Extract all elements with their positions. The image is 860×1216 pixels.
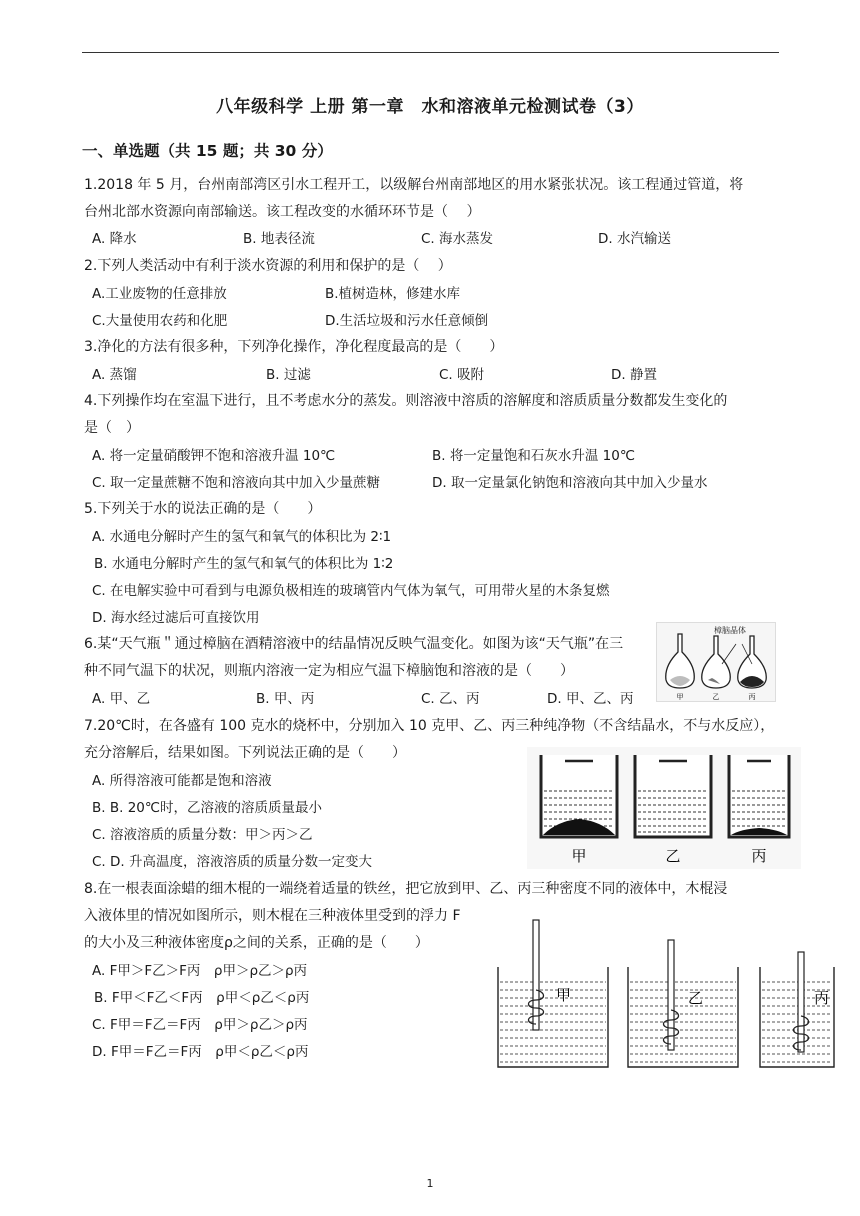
fig-label-camphor: 樟脑晶体 xyxy=(714,626,746,635)
beaker-label-jia: 甲 xyxy=(571,847,587,865)
q8-option-a xyxy=(92,961,307,981)
q6-option-b: B. 甲、丙 xyxy=(256,691,315,707)
q1-stem-line2: 台州北部水资源向南部输送。该工程改变的水循环环节是（ ） xyxy=(84,204,481,220)
q3-option-b: B. 过滤 xyxy=(266,367,311,383)
liquid-label-jia: 甲 xyxy=(556,986,572,1004)
q8-stem-line2: 入液体里的情况如图所示，则木棍在三种液体里受到的浮力 F xyxy=(84,908,461,924)
beakers-figure xyxy=(527,747,801,869)
q5-option-b: B. 水通电分解时产生的氢气和氧气的体积比为 1∶2 xyxy=(94,556,394,572)
q6-option-d: D. 甲、乙、丙 xyxy=(547,691,634,707)
q3-option-a: A. 蒸馏 xyxy=(92,367,137,383)
q4-stem-line1: 4.下列操作均在室温下进行，且不考虑水分的蒸发。则溶液中溶质的溶解度和溶质质量分数都发生变化的 xyxy=(84,393,728,409)
q5-option-d: D. 海水经过滤后可直接饮用 xyxy=(92,610,260,626)
q8-option-c xyxy=(92,1015,308,1035)
q8-option-b-text: F甲＜F乙＜F丙 ρ甲＜ρ乙＜ρ丙 xyxy=(111,990,310,1006)
beaker-label-bing: 丙 xyxy=(751,847,767,865)
q2-option-d: D.生活垃圾和污水任意倾倒 xyxy=(325,313,489,329)
q2-stem: 2.下列人类活动中有利于淡水资源的利用和保护的是（ ） xyxy=(84,258,452,274)
q3-stem: 3.净化的方法有很多种，下列净化操作，净化程度最高的是（ ） xyxy=(84,339,504,355)
q8-option-b xyxy=(94,988,309,1008)
q6-option-a: A. 甲、乙 xyxy=(92,691,151,707)
q8-option-c-text: F甲＝F乙＝F丙 ρ甲＞ρ乙＞ρ丙 xyxy=(110,1017,308,1033)
fig-label-jia: 甲 xyxy=(676,693,684,701)
q1-option-b: B. 地表径流 xyxy=(243,231,315,247)
q1-option-d: D. 水汽输送 xyxy=(598,231,671,247)
q5-option-a: A. 水通电分解时产生的氢气和氧气的体积比为 2∶1 xyxy=(92,529,392,545)
q8-stem-line3: 的大小及三种液体密度ρ之间的关系，正确的是（ ） xyxy=(84,935,429,951)
q8-option-d-prefix: D. xyxy=(92,1044,107,1060)
section-heading: 一、单选题（共 15 题；共 30 分） xyxy=(82,142,333,160)
q1-option-a: A. 降水 xyxy=(92,231,137,247)
fig-label-bing: 丙 xyxy=(748,693,756,701)
q3-option-c: C. 吸附 xyxy=(439,367,485,383)
q5-stem: 5.下列关于水的说法正确的是（ ） xyxy=(84,501,322,517)
q7-option-d: C. D. 升高温度，溶液溶质的质量分数一定变大 xyxy=(92,854,372,870)
stick-in-liquids-figure xyxy=(496,912,842,1070)
q8-option-d xyxy=(92,1042,309,1062)
page-number: 1 xyxy=(426,1177,434,1190)
fig-label-yi: 乙 xyxy=(712,693,720,701)
q3-option-d: D. 静置 xyxy=(611,367,657,383)
q8-option-a-prefix: A. xyxy=(92,963,106,979)
page-title: 八年级科学 上册 第一章 水和溶液单元检测试卷（3） xyxy=(216,97,644,117)
liquid-label-yi: 乙 xyxy=(688,989,704,1007)
q2-option-b: B.植树造林，修建水库 xyxy=(325,286,461,302)
header-rule xyxy=(82,52,779,53)
q6-stem-line2: 种不同气温下的状况，则瓶内溶液一定为相应气温下樟脑饱和溶液的是（ ） xyxy=(84,663,574,679)
q1-option-c: C. 海水蒸发 xyxy=(421,231,494,247)
q4-option-c: C. 取一定量蔗糖不饱和溶液向其中加入少量蔗糖 xyxy=(92,475,381,491)
q7-option-c: C. 溶液溶质的质量分数：甲＞丙＞乙 xyxy=(92,827,313,843)
q7-stem-line1: 7.20℃时，在各盛有 100 克水的烧杯中，分别加入 10 克甲、乙、丙三种纯净物（不含结晶水，不与水反应）， xyxy=(84,718,775,734)
q4-option-a: A. 将一定量硝酸钾不饱和溶液升温 10℃ xyxy=(92,448,336,464)
q6-option-c: C. 乙、丙 xyxy=(421,691,480,707)
q6-stem-line1: 6.某“天气瓶＂通过樟脑在酒精溶液中的结晶情况反映气温变化。如图为该“天气瓶”在三 xyxy=(84,636,624,652)
q2-option-a: A.工业废物的任意排放 xyxy=(92,286,227,302)
q7-option-a: A. 所得溶液可能都是饱和溶液 xyxy=(92,773,272,789)
q8-stem-line1: 8.在一根表面涂蜡的细木棍的一端绕着适量的铁丝，把它放到甲、乙、丙三种密度不同的液体中，木棍浸 xyxy=(84,881,728,897)
weather-bottle-figure xyxy=(656,622,776,702)
q8-option-c-prefix: C. xyxy=(92,1017,106,1033)
q4-stem-line2: 是（ ） xyxy=(84,420,140,436)
q4-option-b: B. 将一定量饱和石灰水升温 10℃ xyxy=(432,448,635,464)
q1-stem-line1: 1.2018 年 5 月，台州南部湾区引水工程开工，以级解台州南部地区的用水紧张状况。该工程通过管道，将 xyxy=(84,177,744,193)
beaker-label-yi: 乙 xyxy=(665,847,681,865)
q8-option-a-text: F甲＞F乙＞F丙 ρ甲＞ρ乙＞ρ丙 xyxy=(109,963,308,979)
q8-option-d-text: F甲＝F乙＝F丙 ρ甲＜ρ乙＜ρ丙 xyxy=(110,1044,309,1060)
q8-option-b-prefix: B. xyxy=(94,990,108,1006)
q7-option-b: B. B. 20℃时，乙溶液的溶质质量最小 xyxy=(92,800,323,816)
q2-option-c: C.大量使用农药和化肥 xyxy=(92,313,228,329)
q5-option-c: C. 在电解实验中可看到与电源负极相连的玻璃管内气体为氧气，可用带火星的木条复燃 xyxy=(92,583,610,599)
q4-option-d: D. 取一定量氯化钠饱和溶液向其中加入少量水 xyxy=(432,475,708,491)
q7-stem-line2: 充分溶解后，结果如图。下列说法正确的是（ ） xyxy=(84,745,406,761)
liquid-label-bing: 丙 xyxy=(814,989,830,1007)
